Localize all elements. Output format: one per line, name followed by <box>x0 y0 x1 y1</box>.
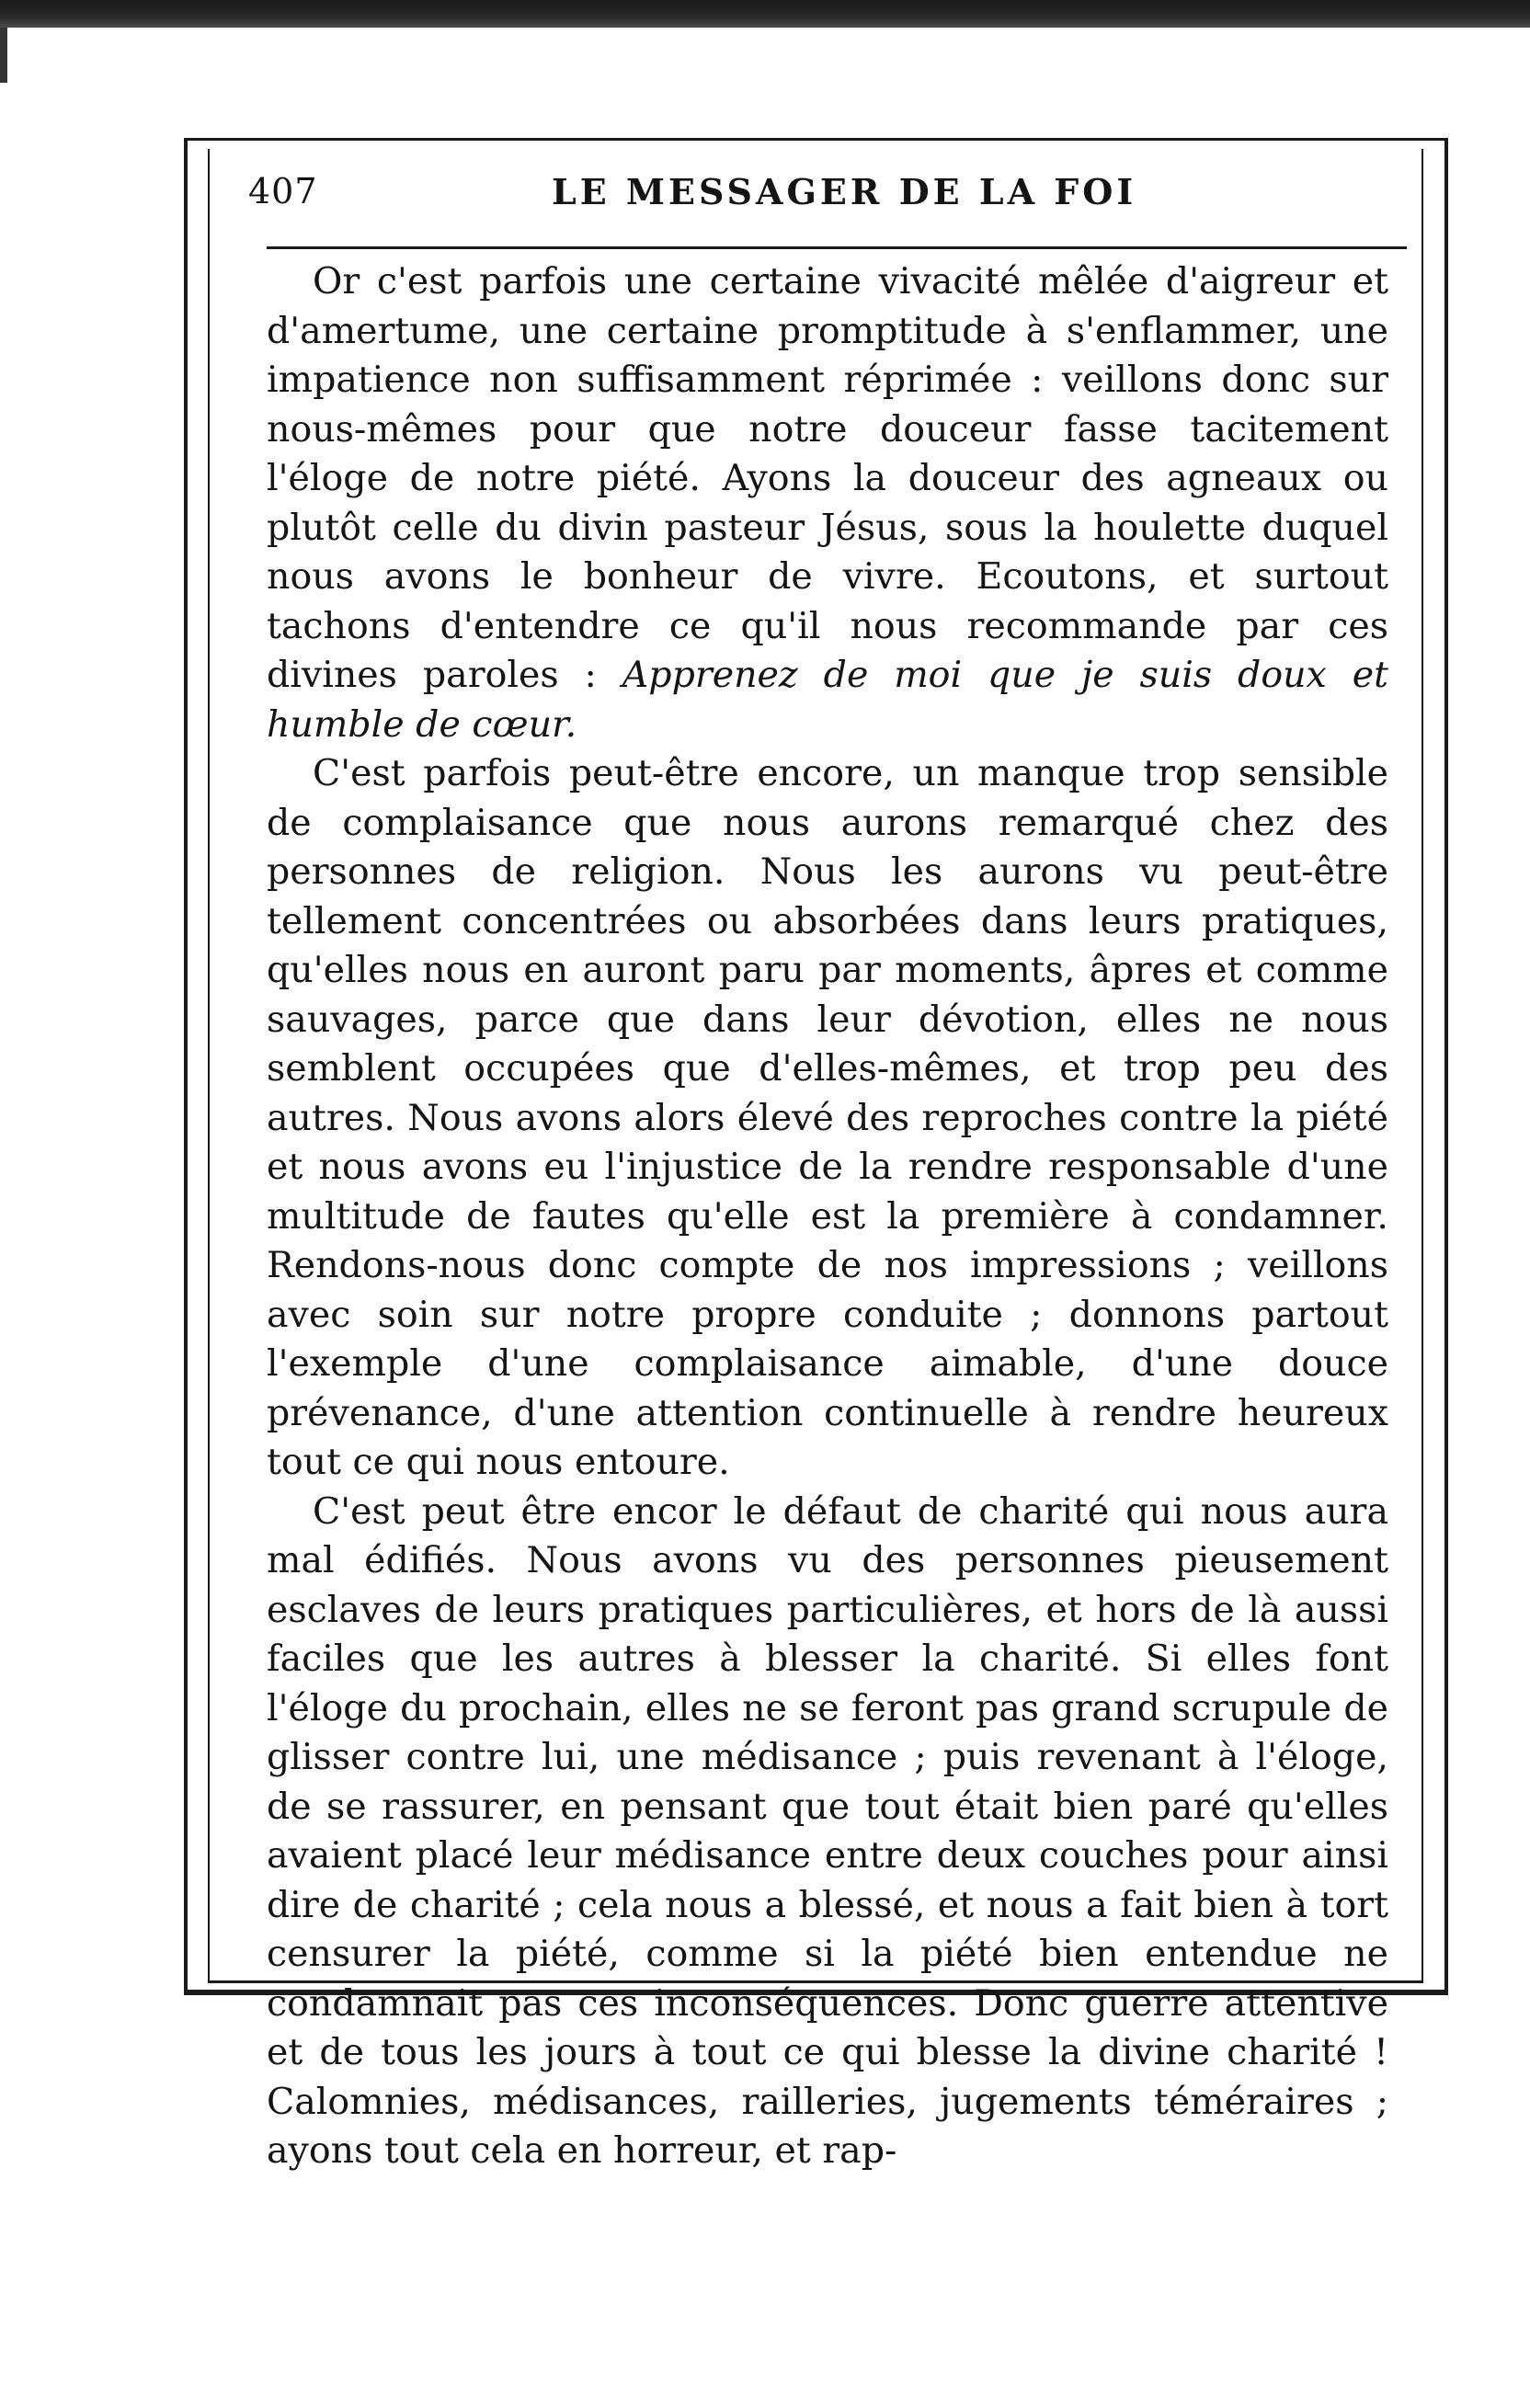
paragraph-1-text: Or c'est parfois une certaine vivacité mêlée d'aigreur et d'amertume, une certaine promptitude à s'enflammer, une impatience non suffisamment réprimée : veillons donc sur nous-mêmes pour que notre douceur fasse tacitement l'éloge de notre piété. Ayons la douceur des agneaux ou plutôt celle du divin pasteur Jésus, sous la houlette duquel nous avons le bonheur de vivre. Ecoutons, et surtout tachons d'entendre ce qu'il nous recommande par ces divines paroles : <box>267 260 1388 696</box>
page-number: 407 <box>248 171 318 211</box>
body-text <box>267 257 1388 2172</box>
scripture-quote: Apprenez de moi que je suis doux et humble de cœur. <box>267 654 1388 746</box>
running-head <box>248 165 1398 221</box>
paragraph-2: C'est parfois peut-être encore, un manque trop sensible de complaisance que nous aurons remarqué chez des personnes de religion. Nous les aurons vu peut-être tellement concentrées ou absorbées dans leurs pratiques, qu'elles nous en auront paru par moments, âpres et comme sauvages, parce que dans leur dévotion, elles ne nous semblent occupées que d'elles-mêmes, et trop peu des autres. Nous avons alors élevé des reproches contre la piété et nous avons eu l'injustice de la rendre responsable d'une multitude de fautes qu'elle est la première à condamner. Rendons-nous donc compte de nos impressions ; veillons avec soin sur notre propre conduite ; donnons partout l'exemple d'une complaisance aimable, d'une douce prévenance, d'une attention continuelle à rendre heureux tout ce qui nous entoure. <box>267 752 1388 1483</box>
header-rule <box>267 246 1407 249</box>
scan-left-edge <box>0 28 7 83</box>
paragraph-1 <box>267 257 1388 749</box>
scan-top-border <box>0 0 1530 28</box>
paragraph-3: C'est peut être encor le défaut de charité qui nous aura mal édifiés. Nous avons vu des personnes pieusement esclaves de leurs pratiques particulières, et hors de là aussi faciles que les autres à blesser la charité. Si elles font l'éloge du prochain, elles ne se feront pas grand scrupule de glisser contre lui, une médisance ; puis revenant à l'éloge, de se rassurer, en pensant que tout était bien paré qu'elles avaient placé leur médisance entre deux couches pour ainsi dire de charité ; cela nous a blessé, et nous a fait bien à tort censurer la piété, comme si la piété bien entendue ne condamnait pas ces inconséquences. Donc guerre attentive et de tous les jours à tout ce qui blesse la divine charité ! Calomnies, médisances, railleries, jugements téméraires ; ayons tout cela en horreur, et rap- <box>267 1489 1388 2172</box>
journal-title: LE MESSAGER DE LA FOI <box>552 171 1137 212</box>
